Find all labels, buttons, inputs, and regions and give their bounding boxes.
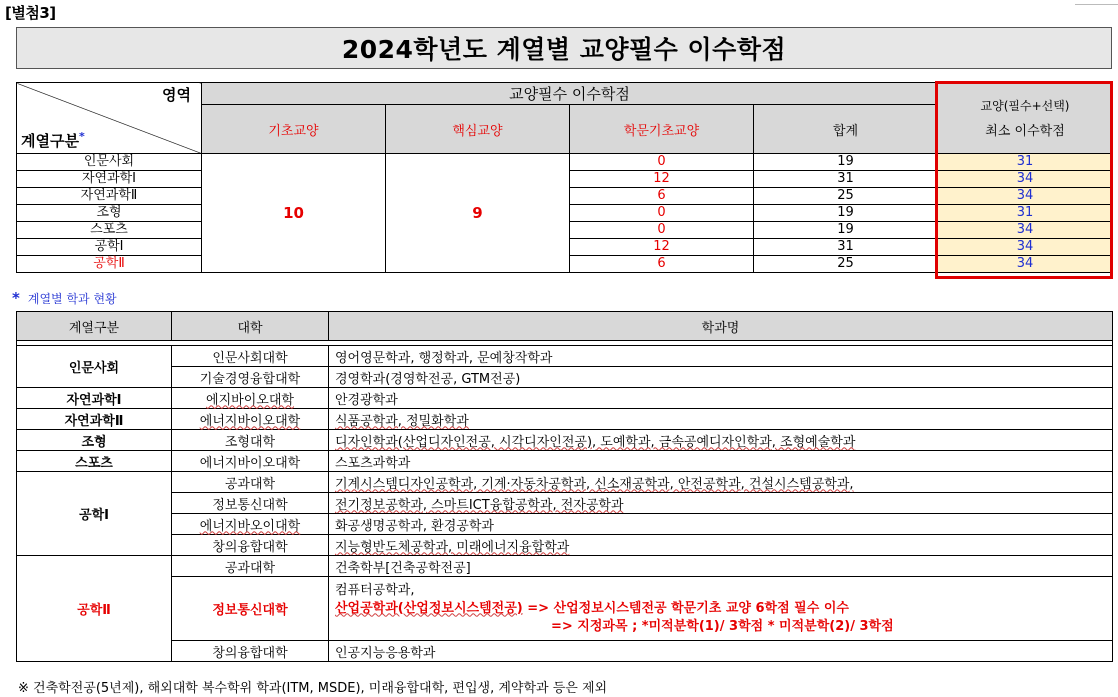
college-cell: 기술경영융합대학: [172, 367, 329, 388]
college-cell: 에너지바이오대학: [172, 451, 329, 472]
min-value: 34: [938, 222, 1113, 239]
total-value: 25: [754, 188, 938, 205]
academic-value: 6: [570, 188, 754, 205]
row-name: 공학Ⅱ: [17, 256, 202, 273]
min-credit-header: 교양(필수+선택) 최소 이수학점: [938, 83, 1113, 154]
page-edge-line: [1075, 4, 1118, 5]
dept-list: 건축학부[건축공학전공]: [329, 556, 1113, 577]
college-cell: 창의융합대학: [172, 535, 329, 556]
min-value: 34: [938, 188, 1113, 205]
college-cell: 공과대학: [172, 472, 329, 493]
total-value: 19: [754, 154, 938, 171]
academic-value: 6: [570, 256, 754, 273]
min-value: 34: [938, 171, 1113, 188]
designated-courses-line: => 지정과목 ; *미적분학(1)/ 3학점 * 미적분학(2)/ 3학점: [551, 618, 894, 634]
total-value: 25: [754, 256, 938, 273]
college-cell: 에너지바이오대학: [199, 413, 301, 429]
dept-line: 컴퓨터공학과,: [335, 582, 415, 598]
min-value: 31: [938, 205, 1113, 222]
dept-list: 경영학과(경영학전공, GTM전공): [329, 367, 1113, 388]
dept-header-college: 대학: [172, 312, 329, 341]
academic-header: 학문기초교양: [570, 105, 754, 154]
row-name: 자연과학Ⅰ: [17, 171, 202, 188]
college-cell: 정보통신대학: [172, 577, 329, 641]
corner-top-label: 영역: [162, 86, 191, 104]
college-cell: 창의융합대학: [172, 641, 329, 662]
category-sports: 스포츠: [17, 451, 172, 472]
college-cell: 에너지바오이대학: [199, 518, 301, 534]
total-header: 합계: [754, 105, 938, 154]
core-header: 핵심교양: [386, 105, 570, 154]
dept-list: 영어영문학과, 행정학과, 문예창작학과: [329, 346, 1113, 367]
academic-value: 0: [570, 222, 754, 239]
dept-list: 화공생명공학과, 환경공학과: [329, 514, 1113, 535]
core-value: 9: [386, 154, 570, 273]
dept-header-category: 계열구분: [17, 312, 172, 341]
category-eng1: 공학Ⅰ: [17, 472, 172, 556]
min-credit-highlight-box: [935, 81, 1113, 279]
college-cell: 조형대학: [172, 430, 329, 451]
dept-list: 식품공학과, 정밀화학과: [335, 413, 469, 429]
min-value: 34: [938, 239, 1113, 256]
total-value: 31: [754, 171, 938, 188]
row-name: 인문사회: [17, 154, 202, 171]
dept-list: 스포츠과학과: [329, 451, 1113, 472]
dept-list: 인공지능응용학과: [329, 641, 1113, 662]
dept-list: 안경광학과: [329, 388, 1113, 409]
basic-header: 기초교양: [202, 105, 386, 154]
dept-list: 지능형반도체공학과, 미래에너지융합학과: [335, 539, 570, 555]
category-humanities: 인문사회: [17, 346, 172, 388]
total-value: 19: [754, 205, 938, 222]
corner-header-cell: [17, 83, 202, 154]
dept-status-table: [16, 311, 1113, 662]
basic-value: 10: [202, 154, 386, 273]
attachment-tag: [별첨3]: [5, 4, 56, 22]
min-value: 31: [938, 154, 1113, 171]
page-title: 2024학년도 계열별 교양필수 이수학점: [341, 35, 787, 64]
row-name: 조형: [17, 205, 202, 222]
total-value: 19: [754, 222, 938, 239]
dept-line: 산업공학과(산업정보시스템전공) => 산업정보시스템전공 학문기초 교양 6학점 필수 이수: [335, 600, 849, 616]
dept-list: 디자인학과(산업디자인전공, 시각디자인전공), 도예학과, 금속공예디자인학과, 조형예술학과: [335, 434, 856, 450]
row-name: 스포츠: [17, 222, 202, 239]
college-cell: 에지바이오대학: [206, 392, 294, 408]
category-design: 조형: [17, 430, 172, 451]
min-value: 34: [938, 256, 1113, 273]
corner-bottom-label: 계열구분*: [21, 130, 85, 150]
group-header: 교양필수 이수학점: [202, 83, 938, 105]
dept-list: 전기정보공학과, 스마트ICT융합공학과, 전자공학과: [335, 497, 624, 513]
dept-list: 기계시스템디자인공학과, 기계·자동차공학과, 신소재공학과, 안전공학과, 건설시스템공학과,: [335, 476, 854, 492]
page-title-box: [16, 27, 1112, 69]
college-cell: 인문사회대학: [172, 346, 329, 367]
college-cell: 정보통신대학: [172, 493, 329, 514]
total-value: 31: [754, 239, 938, 256]
category-science2: 자연과학Ⅱ: [17, 409, 172, 430]
college-cell: 공과대학: [172, 556, 329, 577]
dept-header-depts: 학과명: [329, 312, 1113, 341]
dept-status-note: * 계열별 학과 현황: [12, 289, 117, 307]
dept-list-eng2: [329, 577, 1113, 641]
footnote: ※ 건축학전공(5년제), 해외대학 복수학위 학과(ITM, MSDE), 미래융합대학, 편입생, 계약학과 등은 제외: [18, 681, 608, 696]
row-name: 공학Ⅰ: [17, 239, 202, 256]
row-name: 자연과학Ⅱ: [17, 188, 202, 205]
category-science1: 자연과학Ⅰ: [17, 388, 172, 409]
academic-value: 12: [570, 239, 754, 256]
academic-value: 12: [570, 171, 754, 188]
academic-value: 0: [570, 154, 754, 171]
category-eng2: 공학Ⅱ: [17, 556, 172, 662]
academic-value: 0: [570, 205, 754, 222]
